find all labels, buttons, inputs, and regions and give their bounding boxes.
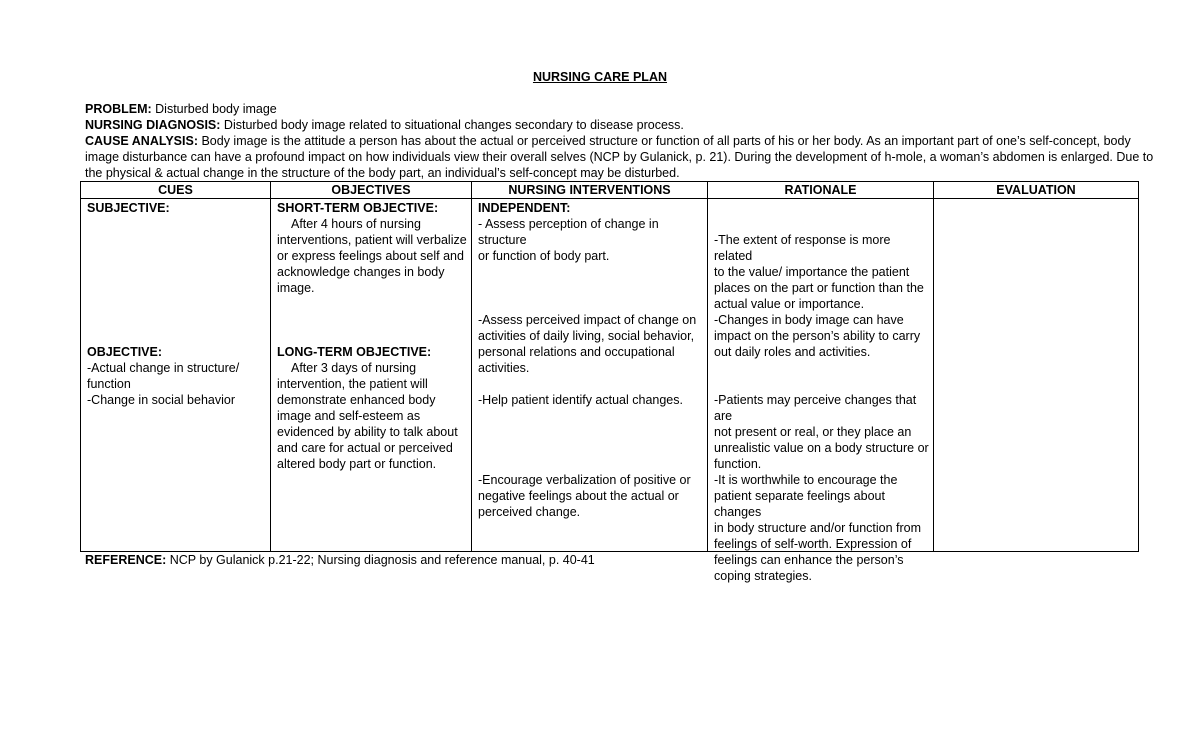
table-row bbox=[81, 199, 1139, 552]
column-header-rationale: RATIONALE bbox=[708, 182, 934, 199]
rationale-line: not present or real, or they place an bbox=[714, 425, 912, 439]
diagnosis-text: Disturbed body image related to situational changes secondary to disease process. bbox=[220, 118, 684, 132]
long-term-line: After 3 days of nursing bbox=[291, 361, 417, 375]
intervention-item bbox=[478, 312, 703, 376]
cues-cell bbox=[81, 199, 271, 552]
evaluation-cell bbox=[934, 199, 1139, 552]
intervention-item bbox=[478, 472, 703, 520]
cause-text-1: Body image is the attitude a person has about the actual or perceived structure or function of all parts of his or her body. As an important part of one’s self-concept, body bbox=[197, 134, 1131, 148]
intervention-line: -Assess perceived impact of change on bbox=[478, 313, 697, 327]
rationale-line: actual value or importance. bbox=[714, 297, 865, 311]
rationale-line: coping strategies. bbox=[714, 569, 812, 583]
problem-label: PROBLEM: bbox=[85, 102, 152, 116]
objective-cue-line: -Change in social behavior bbox=[87, 393, 236, 407]
table-header-row bbox=[81, 182, 1139, 199]
reference-line bbox=[85, 552, 595, 568]
rationale-item bbox=[714, 392, 929, 472]
rationale-line: in body structure and/or function from bbox=[714, 521, 922, 535]
column-header-interventions: NURSING INTERVENTIONS bbox=[472, 182, 708, 199]
cause-line-1 bbox=[85, 133, 1131, 149]
long-term-line: evidenced by ability to talk about bbox=[277, 425, 458, 439]
long-term-heading: LONG-TERM OBJECTIVE: bbox=[277, 345, 432, 359]
objective-cue-line: -Actual change in structure/ bbox=[87, 361, 240, 375]
independent-heading: INDEPENDENT: bbox=[478, 201, 571, 215]
intervention-line: negative feelings about the actual or bbox=[478, 489, 679, 503]
long-term-line: demonstrate enhanced body bbox=[277, 393, 436, 407]
short-term-line: After 4 hours of nursing bbox=[291, 217, 421, 231]
objective-cue-line: function bbox=[87, 377, 131, 391]
rationale-line: -Patients may perceive changes that are bbox=[714, 393, 917, 423]
objective-heading: OBJECTIVE: bbox=[87, 345, 163, 359]
rationale-item bbox=[714, 232, 929, 312]
rationale-item bbox=[714, 472, 929, 584]
rationale-line: -Changes in body image can have bbox=[714, 313, 904, 327]
problem-text: Disturbed body image bbox=[151, 102, 277, 116]
long-term-objective bbox=[277, 344, 467, 472]
diagnosis-label: NURSING DIAGNOSIS: bbox=[85, 118, 221, 132]
plan-header bbox=[85, 101, 1154, 181]
objective-cues bbox=[87, 344, 266, 408]
cause-label: CAUSE ANALYSIS: bbox=[85, 134, 198, 148]
intervention-line: -Help patient identify actual changes. bbox=[478, 393, 683, 407]
rationale-line: patient separate feelings about changes bbox=[714, 489, 885, 519]
short-term-line: interventions, patient will verbalize bbox=[277, 233, 467, 247]
page-title: NURSING CARE PLAN bbox=[532, 70, 668, 84]
long-term-line: and care for actual or perceived bbox=[277, 441, 453, 455]
intervention-item bbox=[478, 392, 703, 408]
rationale-line: feelings of self-worth. Expression of bbox=[714, 537, 912, 551]
short-term-line: image. bbox=[277, 281, 315, 295]
rationale-line: unrealistic value on a body structure or bbox=[714, 441, 929, 455]
column-header-cues: CUES bbox=[81, 182, 271, 199]
intervention-line: personal relations and occupational bbox=[478, 345, 675, 359]
short-term-line: or express feelings about self and bbox=[277, 249, 464, 263]
intervention-item bbox=[478, 216, 703, 264]
short-term-heading: SHORT-TERM OBJECTIVE: bbox=[277, 201, 439, 215]
rationale-line: places on the part or function than the bbox=[714, 281, 924, 295]
rationale-line: out daily roles and activities. bbox=[714, 345, 871, 359]
intervention-line: -Encourage verbalization of positive or bbox=[478, 473, 691, 487]
rationale-line: -The extent of response is more related bbox=[714, 233, 891, 263]
intervention-line: activities of daily living, social behavior, bbox=[478, 329, 695, 343]
intervention-line: activities. bbox=[478, 361, 530, 375]
rationale-line: to the value/ importance the patient bbox=[714, 265, 910, 279]
long-term-line: intervention, the patient will bbox=[277, 377, 428, 391]
long-term-line: image and self-esteem as bbox=[277, 409, 421, 423]
subjective-heading: SUBJECTIVE: bbox=[87, 201, 170, 215]
objectives-cell bbox=[271, 199, 472, 552]
reference-label: REFERENCE: bbox=[85, 553, 167, 567]
intervention-line: or function of body part. bbox=[478, 249, 610, 263]
cause-line-2: image disturbance can have a profound impact on how individuals view their overall selves (NCP by Gulanick, p. 21). During the development of h-mole, a woman’s abdomen is enlarged. Due to bbox=[85, 150, 1154, 164]
long-term-line: altered body part or function. bbox=[277, 457, 437, 471]
rationale-line: impact on the person’s ability to carry bbox=[714, 329, 921, 343]
problem-line bbox=[85, 101, 1125, 117]
intervention-line: perceived change. bbox=[478, 505, 581, 519]
diagnosis-line bbox=[85, 117, 1125, 133]
intervention-line: - Assess perception of change in structure bbox=[478, 217, 659, 247]
cause-line-3: the physical & actual change in the structure of the body part, an individual’s self-concept may be disturbed. bbox=[85, 166, 680, 180]
reference-text: NCP by Gulanick p.21-22; Nursing diagnosis and reference manual, p. 40-41 bbox=[166, 553, 595, 567]
short-term-objective bbox=[277, 200, 467, 296]
rationale-line: feelings can enhance the person’s bbox=[714, 553, 904, 567]
column-header-objectives: OBJECTIVES bbox=[271, 182, 472, 199]
rationale-line: -It is worthwhile to encourage the bbox=[714, 473, 898, 487]
column-header-evaluation: EVALUATION bbox=[934, 182, 1139, 199]
rationale-item bbox=[714, 312, 929, 360]
short-term-line: acknowledge changes in body bbox=[277, 265, 445, 279]
interventions-cell bbox=[472, 199, 708, 552]
rationale-cell bbox=[708, 199, 934, 583]
rationale-line: function. bbox=[714, 457, 762, 471]
